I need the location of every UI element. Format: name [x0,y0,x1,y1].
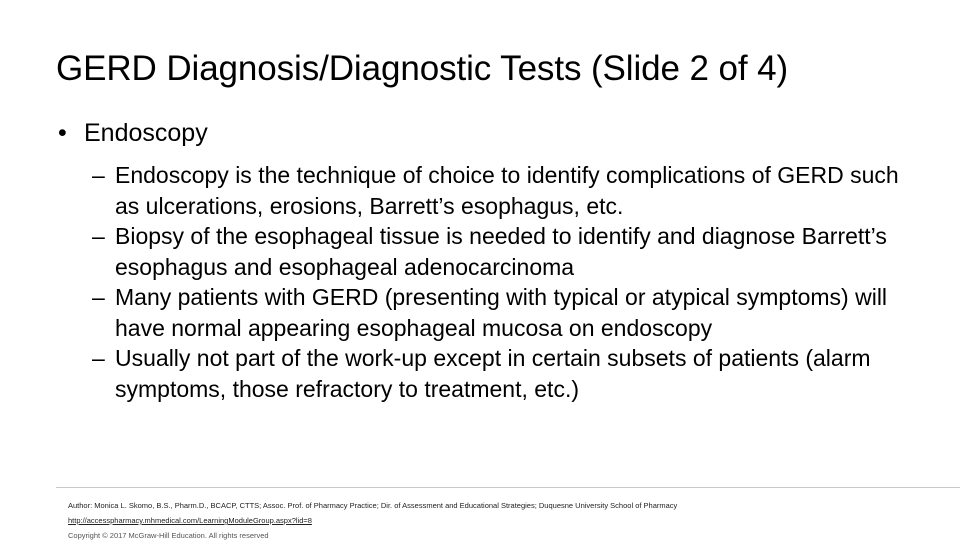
footer-author: Author: Monica L. Skomo, B.S., Pharm.D., BCACP, CTTS; Assoc. Prof. of Pharmacy Practice; Dir. of Assessment and Educational Strategies; Duquesne University School of Pharmacy [68,501,678,510]
sub-bullet-marker: – [92,345,105,371]
sub-bullet-text: Biopsy of the esophageal tissue is needed to identify and diagnose Barrett’s esophagus and esophageal adenocarcinoma [115,223,887,280]
sub-bullet-item [92,221,922,282]
footer-divider [56,487,960,488]
footer [68,498,677,543]
sub-bullet-item [92,343,922,404]
bullet-marker: • [58,119,67,147]
sub-bullet-text: Endoscopy is the technique of choice to identify complications of GERD such as ulcerations, erosions, Barrett’s esophagus, etc. [115,162,899,219]
footer-copyright: Copyright © 2017 McGraw-Hill Education. All rights reserved [68,531,269,540]
sub-bullet-marker: – [92,284,105,310]
sub-bullet-list [92,160,922,404]
slide-title: GERD Diagnosis/Diagnostic Tests (Slide 2 of 4) [56,49,789,88]
sub-bullet-item [92,282,922,343]
bullet-endoscopy [58,117,208,149]
sub-bullet-marker: – [92,162,105,188]
bullet-label: Endoscopy [84,119,208,147]
sub-bullet-text: Many patients with GERD (presenting with typical or atypical symptoms) will have normal appearing esophageal mucosa on endoscopy [115,284,888,341]
sub-bullet-item [92,160,922,221]
sub-bullet-marker: – [92,223,105,249]
footer-link[interactable]: http://accesspharmacy.mhmedical.com/LearningModuleGroup.aspx?lid=8 [68,516,312,525]
sub-bullet-text: Usually not part of the work-up except in certain subsets of patients (alarm symptoms, those refractory to treatment, etc.) [115,345,871,402]
